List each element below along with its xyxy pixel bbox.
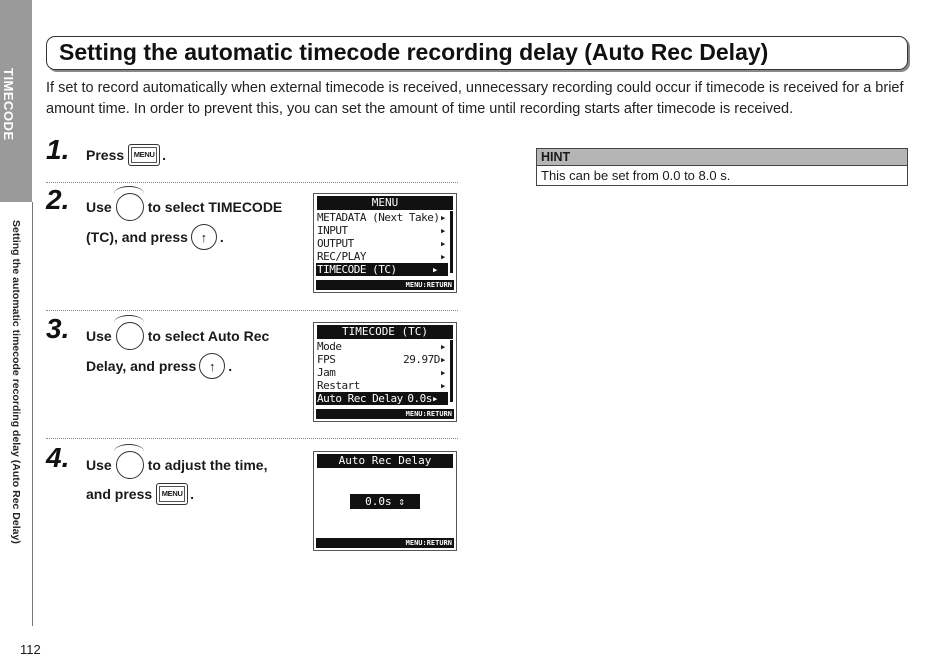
- lcd-row: FPS 29.97D▸: [317, 353, 446, 366]
- lcd-scrollbar: [450, 211, 453, 273]
- step-2-line-2: (TC), and press ↑ .: [86, 224, 224, 250]
- lcd-row: Restart ▸: [317, 379, 446, 392]
- lcd-scrollbar: [450, 340, 453, 402]
- dial-press-icon: ↑: [199, 353, 225, 379]
- lcd-header: MENU: [317, 196, 453, 210]
- step-number: 4.: [46, 442, 70, 473]
- step-3-line-2: Delay, and press ↑ .: [86, 353, 232, 379]
- lcd-row-selected: Auto Rec Delay 0.0s▸: [316, 392, 448, 405]
- lcd-header: TIMECODE (TC): [317, 325, 453, 339]
- step-number: 1.: [46, 134, 70, 165]
- dial-press-icon: ↑: [191, 224, 217, 250]
- step-4-line-1: Use to adjust the time,: [86, 451, 267, 479]
- step-3-line-1: Use to select Auto Rec: [86, 322, 269, 350]
- step-number: 3.: [46, 313, 70, 344]
- rotary-dial-icon: [116, 193, 144, 221]
- lcd-timecode-screen: [313, 322, 457, 422]
- lcd-row: Jam ▸: [317, 366, 446, 379]
- step-divider: [46, 182, 458, 183]
- lcd-row: REC/PLAY ▸: [317, 250, 446, 263]
- step-divider: [46, 438, 458, 439]
- hint-heading: HINT: [537, 149, 907, 166]
- menu-key-icon: MENU: [128, 144, 160, 166]
- step-2-line-1: Use to select TIMECODE: [86, 193, 282, 221]
- lcd-row: METADATA (Next Take) ▸: [317, 211, 446, 224]
- side-divider: [32, 202, 33, 626]
- page-title: Setting the automatic timecode recording delay (Auto Rec Delay): [59, 39, 769, 65]
- section-tab-label: TIMECODE: [1, 68, 16, 141]
- lcd-delay-screen: [313, 451, 457, 551]
- step-4-line-2: and press MENU .: [86, 483, 194, 505]
- page-title-box: [46, 36, 908, 70]
- lcd-row: OUTPUT ▸: [317, 237, 446, 250]
- lcd-delay-value: 0.0s ⇕: [350, 494, 420, 509]
- lcd-menu-screen: [313, 193, 457, 293]
- menu-key-icon: MENU: [156, 483, 188, 505]
- hint-box: [536, 148, 908, 186]
- rotary-dial-icon: [116, 322, 144, 350]
- lcd-row-selected: TIMECODE (TC) ▸: [316, 263, 448, 276]
- lcd-footer: MENU:RETURN: [316, 280, 454, 290]
- lcd-header: Auto Rec Delay: [317, 454, 453, 468]
- hint-text: This can be set from 0.0 to 8.0 s.: [541, 168, 731, 183]
- lcd-row: INPUT ▸: [317, 224, 446, 237]
- section-tab: [0, 0, 32, 202]
- intro-paragraph: If set to record automatically when external timecode is received, unnecessary recording could occur if timecode is received for a brief amount time. In order to prevent this, you can set the amount of time until recording starts after timecode is received.: [46, 80, 904, 117]
- lcd-footer: MENU:RETURN: [316, 409, 454, 419]
- page-number: 112: [20, 642, 41, 657]
- rotary-dial-icon: [116, 451, 144, 479]
- lcd-footer: MENU:RETURN: [316, 538, 454, 548]
- step-1-text: Press MENU .: [86, 144, 166, 166]
- lcd-row: Mode ▸: [317, 340, 446, 353]
- step-number: 2.: [46, 184, 70, 215]
- step-divider: [46, 310, 458, 311]
- section-sub-label: Setting the automatic timecode recording delay (Auto Rec Delay): [10, 220, 22, 544]
